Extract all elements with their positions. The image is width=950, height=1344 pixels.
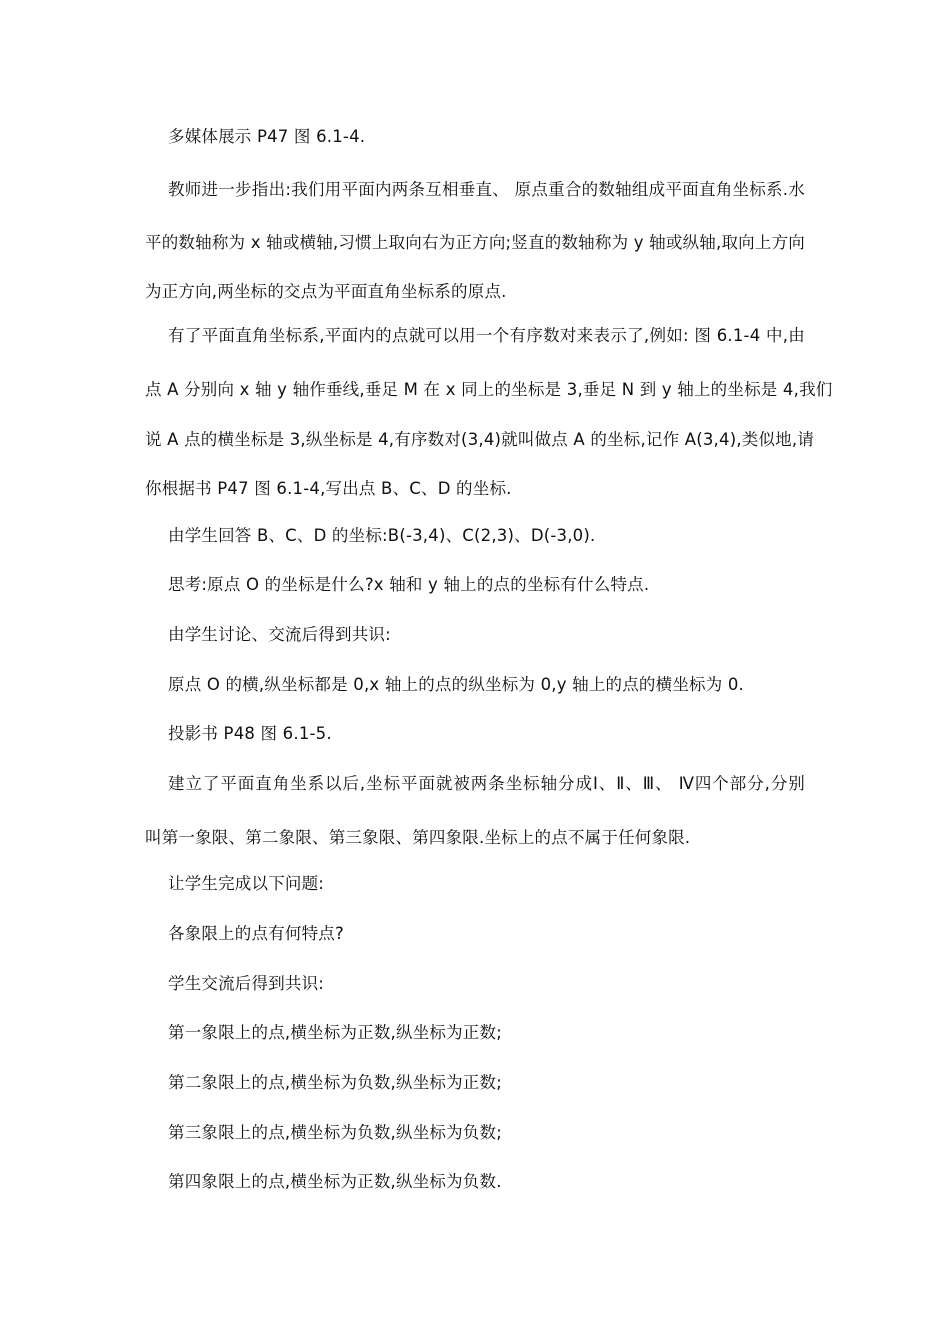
paragraph-line: 为正方向,两坐标的交点为平面直角坐标系的原点.: [145, 282, 507, 301]
paragraph-line: 由学生讨论、交流后得到共识:: [168, 625, 391, 644]
paragraph-line: 平的数轴称为 x 轴或横轴,习惯上取向右为正方向;竖直的数轴称为 y 轴或纵轴,取向上方向: [145, 233, 805, 252]
paragraph-line: 第二象限上的点,横坐标为负数,纵坐标为正数;: [168, 1073, 502, 1092]
paragraph-line: 原点 O 的横,纵坐标都是 0,x 轴上的点的纵坐标为 0,y 轴上的点的横坐标为 0.: [168, 675, 745, 694]
paragraph-line: 第一象限上的点,横坐标为正数,纵坐标为正数;: [168, 1023, 502, 1042]
paragraph-line: 第四象限上的点,横坐标为正数,纵坐标为负数.: [168, 1172, 502, 1191]
paragraph-line: 思考:原点 O 的坐标是什么?x 轴和 y 轴上的点的坐标有什么特点.: [168, 575, 650, 594]
paragraph-line: 教师进一步指出:我们用平面内两条互相垂直、 原点重合的数轴组成平面直角坐标系.水: [168, 180, 805, 199]
paragraph-line: 学生交流后得到共识:: [168, 974, 325, 993]
paragraph-line: 第三象限上的点,横坐标为负数,纵坐标为负数;: [168, 1123, 502, 1142]
paragraph-line: 你根据书 P47 图 6.1-4,写出点 B、C、D 的坐标.: [145, 479, 512, 498]
paragraph-line: 叫第一象限、第二象限、第三象限、第四象限.坐标上的点不属于任何象限.: [145, 828, 691, 847]
paragraph-line: 各象限上的点有何特点?: [168, 924, 344, 943]
paragraph-line: 建立了平面直角坐系以后,坐标平面就被两条坐标轴分成Ⅰ、Ⅱ、Ⅲ、 Ⅳ四个部分,分别: [168, 774, 805, 793]
paragraph-line: 让学生完成以下问题:: [168, 874, 325, 893]
paragraph-line: 有了平面直角坐标系,平面内的点就可以用一个有序数对来表示了,例如: 图 6.1-4 中,由: [168, 326, 805, 345]
paragraph-line: 由学生回答 B、C、D 的坐标:B(-3,4)、C(2,3)、D(-3,0).: [168, 526, 596, 545]
paragraph-line: 投影书 P48 图 6.1-5.: [168, 724, 332, 743]
paragraph-line: 说 A 点的横坐标是 3,纵坐标是 4,有序数对(3,4)就叫做点 A 的坐标,记作 A(3,4),类似地,请: [145, 430, 815, 449]
paragraph-line: 点 A 分别向 x 轴 y 轴作垂线,垂足 M 在 x 同上的坐标是 3,垂足 N 到 y 轴上的坐标是 4,我们: [145, 380, 833, 399]
paragraph-line: 多媒体展示 P47 图 6.1-4.: [168, 127, 366, 146]
